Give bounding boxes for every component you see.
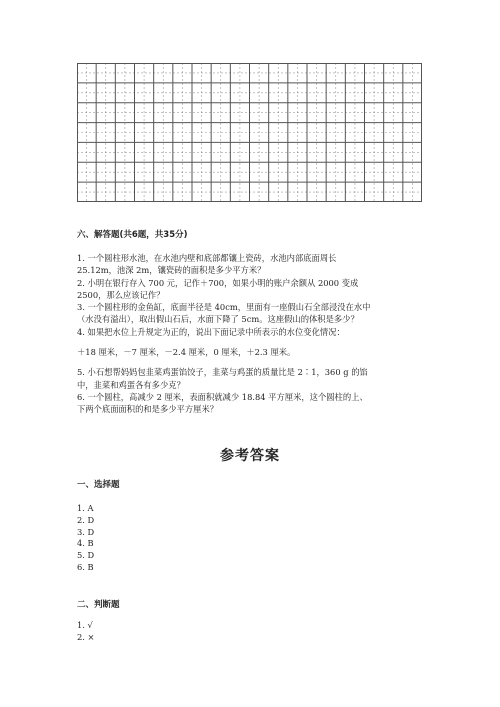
line-gap [77,358,427,366]
question-line: 下两个底面面积的和是多少平方厘米？ [77,404,219,415]
judge-section-title: 二、判断题 [77,600,120,610]
question-line: 2500，那么应该记作？ [77,289,165,300]
answer-grid [77,63,422,202]
question-line: 中，韭菜和鸡蛋各有多少克？ [77,379,185,390]
question-line: 3. 一个圆柱形的金鱼缸，底面半径是 40cm，里面有一座假山石全部浸没在水中 [77,302,371,313]
choice-answer-item: 1. A [77,503,94,513]
judge-answer-item: 2. × [77,631,95,642]
choice-answer-item: 5. D [77,550,95,561]
judge-answer-item: 1. √ [77,620,93,630]
question-line: ＋18 厘米，－7 厘米，－2.4 厘米，0 厘米，＋2.3 厘米。 [77,347,296,358]
question-line: 1. 一个圆柱形水池，在水池内壁和底部都镶上瓷砖，水池内部底面周长 [77,253,337,263]
choice-answers [77,503,427,574]
question-line: 2. 小明在银行存入 700 元，记作＋700，如果小明的账户余额从 2000 变成 [77,277,359,288]
choice-answer-item: 3. D [77,526,95,537]
line-gap [77,338,427,346]
question-line: 4. 如果把水位上升规定为正的，说出下面记录中所表示的水位变化情况： [77,326,345,337]
question-line: （水没有溢出），取出假山石后，水面下降了 5cm。这座假山的体积是多少？ [77,314,359,325]
choice-answer-item: 4. B [77,538,94,549]
answer-key-title: 参考答案 [220,448,280,464]
section-6-title: 六、解答题(共6题，共35分) [77,230,188,240]
question-line: 6. 一个圆柱，高减少 2 厘米，表面积就减少 18.84 平方厘米，这个圆柱的上、 [77,391,368,402]
choice-answer-item: 2. D [77,514,95,525]
grid-lines [77,63,422,202]
question-line: 5. 小石想帮妈妈包韭菜鸡蛋馅饺子，韭菜与鸡蛋的质量比是 2∶1，360 g 的馅 [77,367,368,378]
choice-answer-item: 6. B [77,561,94,572]
question-line: 25.12m，池深 2m，镶瓷砖的面积是多少平方米？ [77,265,266,276]
choice-section-title: 一、选择题 [77,480,120,490]
judge-answers [77,620,427,644]
section-6-questions [77,252,427,416]
